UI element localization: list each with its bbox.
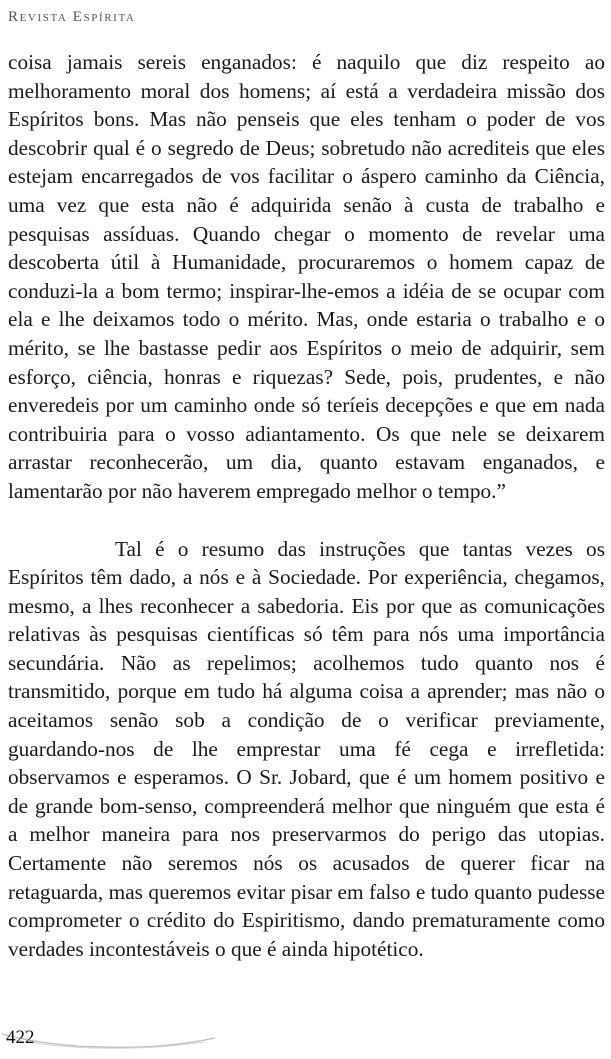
page-number: 422 (6, 1027, 35, 1048)
paragraph-1: coisa jamais sereis enganados: é naquilo que diz respeito ao melhoramento moral dos homens; aí está a verdadeira missão dos Espíritos bons. Mas não penseis que eles tenham o poder de vos descobrir qual é o segredo de Deus; sobretudo não acrediteis que eles estejam encarregados de vos facilitar o áspero caminho da Ciência, uma vez que esta não é adquirida senão à custa de trabalho e pesquisas assíduas. Quando chegar o momento de revelar uma descoberta útil à Humanidade, procuraremos o homem capaz de conduzi-la a bom termo; inspirar-lhe-emos a idéia de se ocupar com ela e lhe deixamos todo o mérito. Mas, onde estaria o trabalho e o mérito, se lhe bastasse pedir aos Espíritos o meio de adquirir, sem esforço, ciência, honras e riquezas? Sede, pois, prudentes, e não enveredeis por um caminho onde só teríeis decepções e que em nada contribuiria para o vosso adiantamento. Os que nele se deixarem arrastar reconhecerão, um dia, quanto estavam enganados, e lamentarão por não haverem empregado melhor o tempo.” (8, 50, 605, 503)
paragraph-2: Tal é o resumo das instruções que tantas vezes os Espíritos têm dado, a nós e à Sociedade. Por experiência, chegamos, mesmo, a lhes reconhecer a sabedoria. Eis por que as comunicações relativas às pesquisas científicas só têm para nós uma importância secundária. Não as repelimos; acolhemos tudo quanto nos é transmitido, porque em tudo há alguma coisa a aprender; mas não o aceitamos senão sob a condição de o verificar previamente, guardando-nos de lhe emprestar uma fé cega e irrefletida: observamos e esperamos. O Sr. Jobard, que é um homem positivo e de grande bom-senso, compreenderá melhor que ninguém que esta é a melhor maneira para nos preservarmos do perigo das utopias. Certamente não seremos nós os acusados de querer ficar na retaguarda, mas queremos evitar pisar em falso e tudo quanto pudesse comprometer o crédito do Espiritismo, dando prematuramente como verdades incontestáveis o que é ainda hipotético. (8, 536, 605, 961)
running-head: Revista Espírita (8, 9, 136, 25)
page-body (8, 48, 605, 963)
